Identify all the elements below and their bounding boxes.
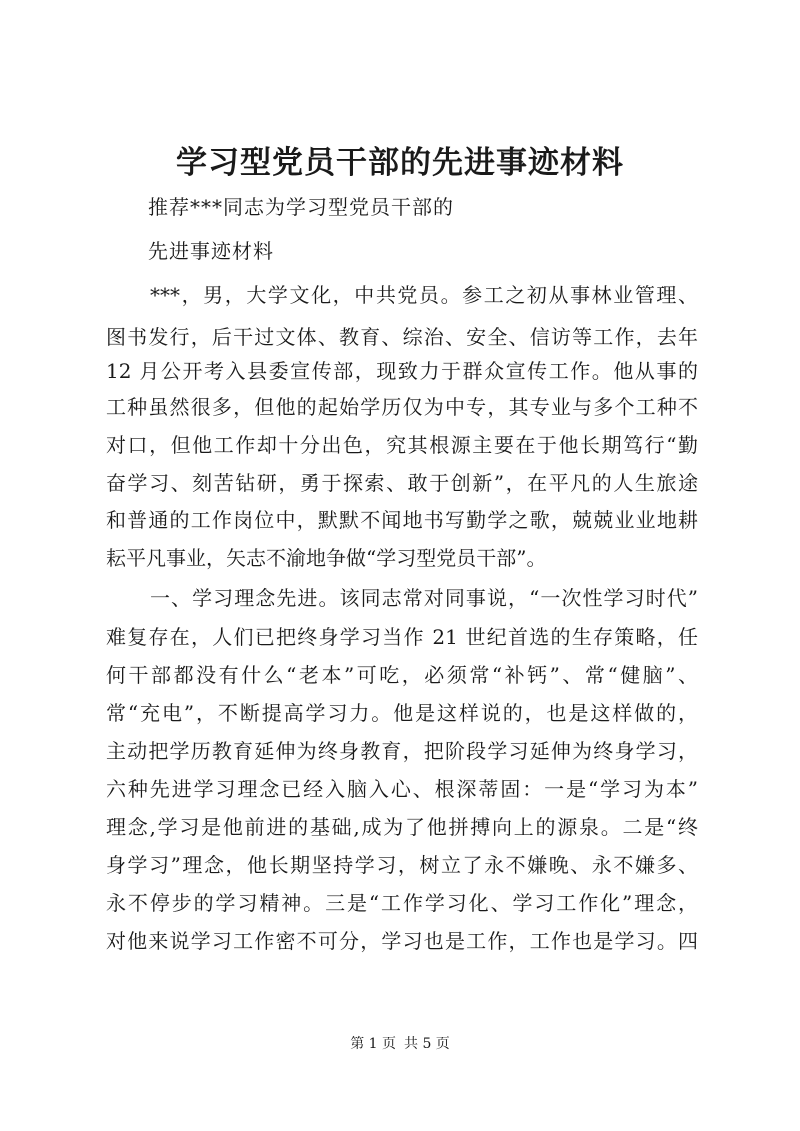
text-line: 和普通的工作岗位中，默默不闻地书写勤学之歌，兢兢业业地耕 bbox=[106, 508, 698, 532]
text-line: 六种先进学习理念已经入脑入心、根深蒂固：一是“学习为本” bbox=[106, 777, 698, 801]
text-line: 12 月公开考入县委宣传部，现致力于群众宣传工作。他从事的 bbox=[106, 359, 698, 383]
text-line: 身学习”理念，他长期坚持学习，树立了永不嫌晚、永不嫌多、 bbox=[106, 853, 698, 877]
text-line: 何干部都没有什么“老本”可吃，必须常“补钙”、常“健脑”、 bbox=[106, 663, 698, 687]
subtitle-line: 先进事迹材料 bbox=[148, 239, 274, 263]
text-line: 耘平凡事业，矢志不渝地争做“学习型党员干部”。 bbox=[106, 546, 547, 570]
text-line: 图书发行，后干过文体、教育、综治、安全、信访等工作，去年 bbox=[106, 325, 698, 349]
page-footer bbox=[0, 1034, 800, 1054]
text-line: ***，男，大学文化，中共党员。参工之初从事林业管理、 bbox=[150, 283, 698, 307]
text-line: 常“充电”，不断提高学习力。他是这样说的，也是这样做的， bbox=[106, 701, 698, 725]
text-line: 工种虽然很多，但他的起始学历仅为中专，其专业与多个工种不 bbox=[106, 395, 698, 419]
text-line: 对他来说学习工作密不可分，学习也是工作，工作也是学习。四 bbox=[106, 929, 698, 953]
page-title: 学习型党员干部的先进事迹材料 bbox=[176, 145, 624, 181]
text-line: 对口，但他工作却十分出色，究其根源主要在于他长期笃行“勤 bbox=[106, 433, 698, 457]
page-number: 第 1 页 bbox=[350, 1036, 396, 1052]
text-line: 一、学习理念先进。该同志常对同事说，“一次性学习时代” bbox=[150, 586, 698, 610]
text-line: 理念,学习是他前进的基础,成为了他拼搏向上的源泉。二是“终 bbox=[106, 815, 698, 839]
text-line: 难复存在，人们已把终身学习当作 21 世纪首选的生存策略，任 bbox=[106, 625, 698, 649]
text-line: 奋学习、刻苦钻研，勇于探索、敢于创新”，在平凡的人生旅途 bbox=[106, 471, 698, 495]
page-total: 共 5 页 bbox=[404, 1036, 450, 1052]
subtitle-line: 推荐***同志为学习型党员干部的 bbox=[148, 195, 454, 219]
text-line: 主动把学历教育延伸为终身教育，把阶段学习延伸为终身学习， bbox=[106, 739, 698, 763]
text-line: 永不停步的学习精神。三是“工作学习化、学习工作化”理念， bbox=[106, 891, 698, 915]
